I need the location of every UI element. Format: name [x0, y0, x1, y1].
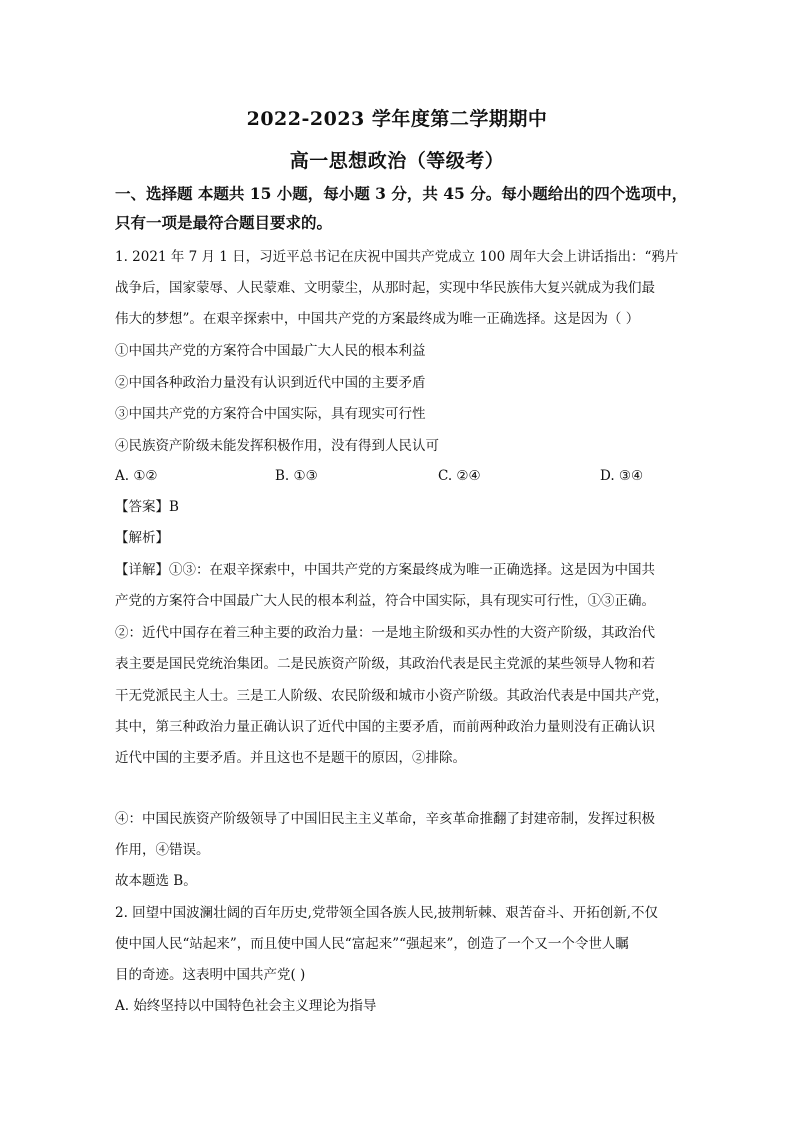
q1-item-1: ①中国共产党的方案符合中国最广大人民的根本利益 [115, 343, 426, 359]
q1-option-c: C. ②④ [438, 468, 481, 484]
q1-stem-line-2: 战争后，国家蒙辱、人民蒙难、文明蒙尘，从那时起，实现中华民族伟大复兴就成为我们最 [115, 280, 655, 296]
q2-stem-line-2: 使中国人民“站起来”，而且使中国人民“富起来”“强起来”，创造了一个又一个令世人瞩 [115, 936, 629, 952]
q1-detail-line-9: 作用，④错误。 [115, 842, 210, 858]
q1-item-3: ③中国共产党的方案符合中国实际，具有现实可行性 [115, 406, 426, 422]
q2-stem-line-3: 目的奇迹。这表明中国共产党( ) [115, 967, 306, 983]
q2-stem-line-1: 2. 回望中国波澜壮阔的百年历史,党带领全国各族人民,披荆斩棘、艰苦奋斗、开拓创新,不仅 [115, 905, 659, 921]
q1-detail-line-5: 干无党派民主人士。三是工人阶级、农民阶级和城市小资产阶级。其政治代表是中国共产党， [115, 688, 669, 704]
q1-detail-line-6: 其中，第三种政治力量正确认识了近代中国的主要矛盾，而前两种政治力量则没有正确认识 [115, 719, 655, 735]
page-title: 2022-2023 学年度第二学期期中 [246, 108, 548, 130]
q1-option-b: B. ①③ [275, 468, 318, 484]
q1-detail-line-7: 近代中国的主要矛盾。并且这也不是题干的原因，②排除。 [115, 750, 466, 766]
page-subtitle: 高一思想政治（等级考） [289, 150, 505, 172]
q1-detail-line-8: ④：中国民族资产阶级领导了中国旧民主主义革命，辛亥革命推翻了封建帝制，发挥过积极 [115, 811, 655, 827]
q1-stem-line-1: 1. 2021 年 7 月 1 日，习近平总书记在庆祝中国共产党成立 100 周年大会上讲话指出：“鸦片 [115, 249, 679, 265]
q1-stem-line-3: 伟大的梦想”。在艰辛探索中，中国共产党的方案最终成为唯一正确选择。这是因为（ ） [115, 311, 640, 327]
q1-detail-line-4: 表主要是国民党统治集团。二是民族资产阶级，其政治代表是民主党派的某些领导人物和若 [115, 656, 655, 672]
q1-conclusion: 故本题选 B。 [115, 873, 197, 889]
section-heading-line-1: 一、选择题 本题共 15 小题，每小题 3 分，共 45 分。每小题给出的四个选项中， [115, 184, 688, 203]
q2-option-a: A. 始终坚持以中国特色社会主义理论为指导 [115, 998, 377, 1014]
section-heading-line-2: 只有一项是最符合题目要求的。 [115, 213, 333, 232]
q1-detail-line-3: ②：近代中国存在着三种主要的政治力量：一是地主阶级和买办性的大资产阶级，其政治代 [115, 625, 655, 641]
q1-detail-line-1: 【详解】①③：在艰辛探索中，中国共产党的方案最终成为唯一正确选择。这是因为中国共 [115, 562, 655, 578]
q1-option-a: A. ①② [115, 468, 158, 484]
q1-answer: 【答案】B [115, 499, 179, 515]
q1-item-4: ④民族资产阶级未能发挥积极作用，没有得到人民认可 [115, 438, 439, 454]
q1-analysis-label: 【解析】 [115, 530, 169, 546]
q1-option-d: D. ③④ [600, 468, 644, 484]
q1-item-2: ②中国各种政治力量没有认识到近代中国的主要矛盾 [115, 375, 426, 391]
q1-detail-line-2: 产党的方案符合中国最广大人民的根本利益，符合中国实际，具有现实可行性，①③正确。 [115, 593, 655, 609]
